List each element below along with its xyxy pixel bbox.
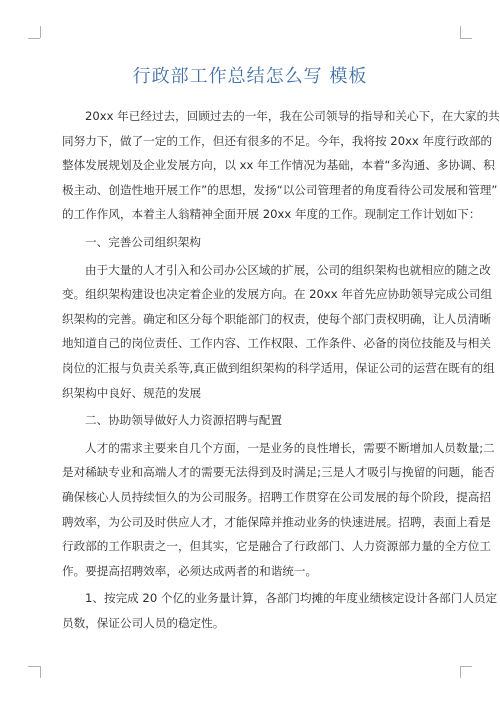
text-line: 二、协助领导做好人力资源招聘与配置: [85, 413, 283, 428]
crop-mark-bottom-right-v: [460, 666, 461, 678]
text-line: 1、按完成 20 个亿的业务量计算，各部门均摊的年度业绩核定设计各部门人员定: [85, 591, 498, 606]
crop-mark-top-left: [28, 38, 40, 39]
section-heading: [62, 230, 438, 255]
section-heading: [62, 408, 438, 433]
paragraph: [62, 104, 500, 227]
text-line: 织架构中良好、规范的发展: [62, 385, 202, 400]
crop-mark-top-right: [460, 38, 472, 39]
text-line: 岗位的汇报与负责关系等,真正做到组织架构的科学适用，保证公司的运营在既有的组: [62, 360, 495, 375]
text-line: 人才的需求主要来自几个方面，一是业务的良性增长，需要不断增加人员数量;二: [85, 440, 495, 455]
text-line: 织架构的完善。确定和区分每个职能部门的权责，使每个部门责权明确，让人员清晰: [62, 311, 491, 326]
text-line: 极主动、创造性地开展工作”的思想，发扬“以公司管理者的角度看待公司发展和管理”: [62, 182, 498, 197]
text-line: 确保核心人员持续恒久的为公司服务。招聘工作贯穿在公司发展的每个阶段，提高招: [62, 489, 491, 504]
text-line: 同努力下，做了一定的工作，但还有很多的不足。今年，我将按 20xx 年度行政部的: [62, 133, 493, 148]
crop-mark-bottom-left: [28, 666, 40, 667]
text-line: 变。组织架构建设也决定着企业的发展方向。在 20xx 年首先应协助领导完成公司组: [62, 287, 493, 302]
text-line: 20xx 年已经过去，回顾过去的一年，我在公司领导的指导和关心下，在大家的共: [85, 109, 500, 123]
text-line: 聘效率，为公司及时供应人才，才能保障并推动业务的快速进展。招聘，表面上看是: [62, 514, 491, 529]
text-line: 地知道自己的岗位责任、工作内容、工作权限、工作条件、必备的岗位技能及与相关: [62, 336, 491, 351]
text-line: 的工作作风，本着主人翁精神全面开展 20xx 年度的工作。现制定工作计划如下：: [62, 207, 481, 222]
crop-mark-bottom-right: [460, 666, 472, 667]
text-line: 整体发展规划及企业发展方向，以 xx 年工作情况为基础，本着“多沟通、多协调、积: [62, 158, 495, 173]
paragraph: [62, 586, 498, 635]
document-body: [62, 104, 500, 638]
crop-mark-top-right-v: [460, 26, 461, 38]
text-line: 一、完善公司组织架构: [85, 234, 201, 249]
paragraph: [62, 258, 495, 406]
text-line: 由于大量的人才引入和公司办公区域的扩展，公司的组织架构也就相应的随之改: [85, 262, 491, 277]
text-line: 作。要提高招聘效率，必须达成两者的和谐统一。: [62, 563, 318, 578]
text-line: 是对稀缺专业和高端人才的需要无法得到及时满足;三是人才吸引与挽留的问题，能否: [62, 465, 495, 480]
crop-mark-top-left-v: [40, 26, 41, 38]
paragraph: [62, 436, 495, 584]
document-title: 行政部工作总结怎么写 模板: [132, 66, 368, 87]
text-line: 员数，保证公司人员的稳定性。: [62, 615, 225, 630]
crop-mark-bottom-left-v: [40, 666, 41, 678]
text-line: 行政部的工作职责之一，但其实，它是融合了行政部门、人力资源部力量的全方位工: [62, 539, 491, 554]
